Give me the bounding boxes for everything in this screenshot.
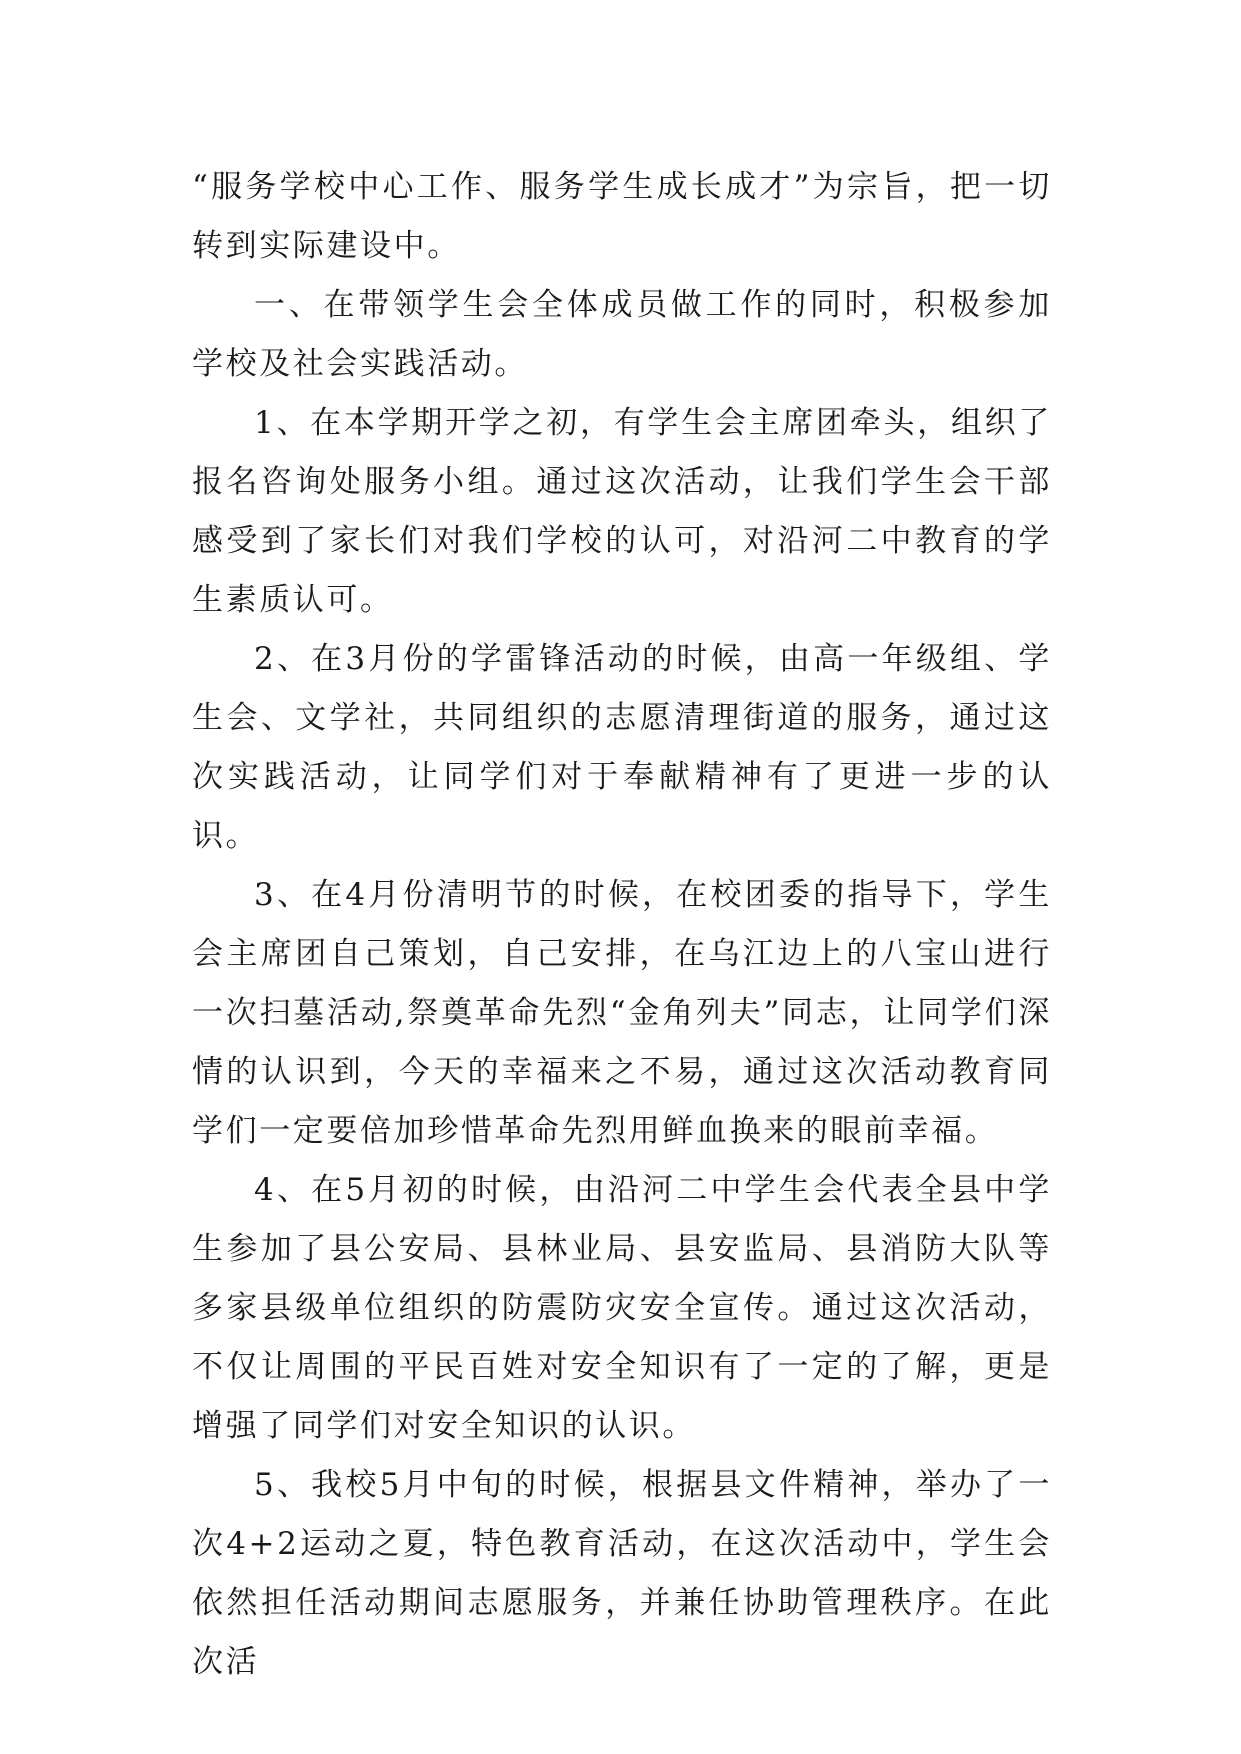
document-body — [192, 158, 1052, 1692]
paragraph-item-4: 4、在5月初的时候，由沿河二中学生会代表全县中学生参加了县公安局、县林业局、县安监局、县消防大队等多家县级单位组织的防震防灾安全宣传。通过这次活动，不仅让周围的平民百姓对安全知识有了一定的了解，更是增强了同学们对安全知识的认识。 — [192, 1172, 1052, 1444]
paragraph-item-5: 5、我校5月中旬的时候，根据县文件精神，举办了一次4+2运动之夏，特色教育活动，在这次活动中，学生会依然担任活动期间志愿服务，并兼任协助管理秩序。在此次活 — [192, 1467, 1052, 1680]
paragraph-item-1: 1、在本学期开学之初，有学生会主席团牵头，组织了报名咨询处服务小组。通过这次活动，让我们学生会干部感受到了家长们对我们学校的认可，对沿河二中教育的学生素质认可。 — [192, 405, 1052, 618]
paragraph-item-3: 3、在4月份清明节的时候，在校团委的指导下，学生会主席团自己策划，自己安排，在乌江边上的八宝山进行一次扫墓活动,祭奠革命先烈“金角列夫”同志，让同学们深情的认识到，今天的幸福来之不易，通过这次活动教育同学们一定要倍加珍惜革命先烈用鲜血换来的眼前幸福。 — [192, 877, 1052, 1149]
paragraph-section-one: 一、在带领学生会全体成员做工作的同时，积极参加学校及社会实践活动。 — [192, 287, 1052, 382]
paragraph-item-2: 2、在3月份的学雷锋活动的时候，由高一年级组、学生会、文学社，共同组织的志愿清理街道的服务，通过这次实践活动，让同学们对于奉献精神有了更进一步的认识。 — [192, 641, 1052, 854]
paragraph-continuation: “服务学校中心工作、服务学生成长成才”为宗旨，把一切转到实际建设中。 — [192, 169, 1052, 264]
